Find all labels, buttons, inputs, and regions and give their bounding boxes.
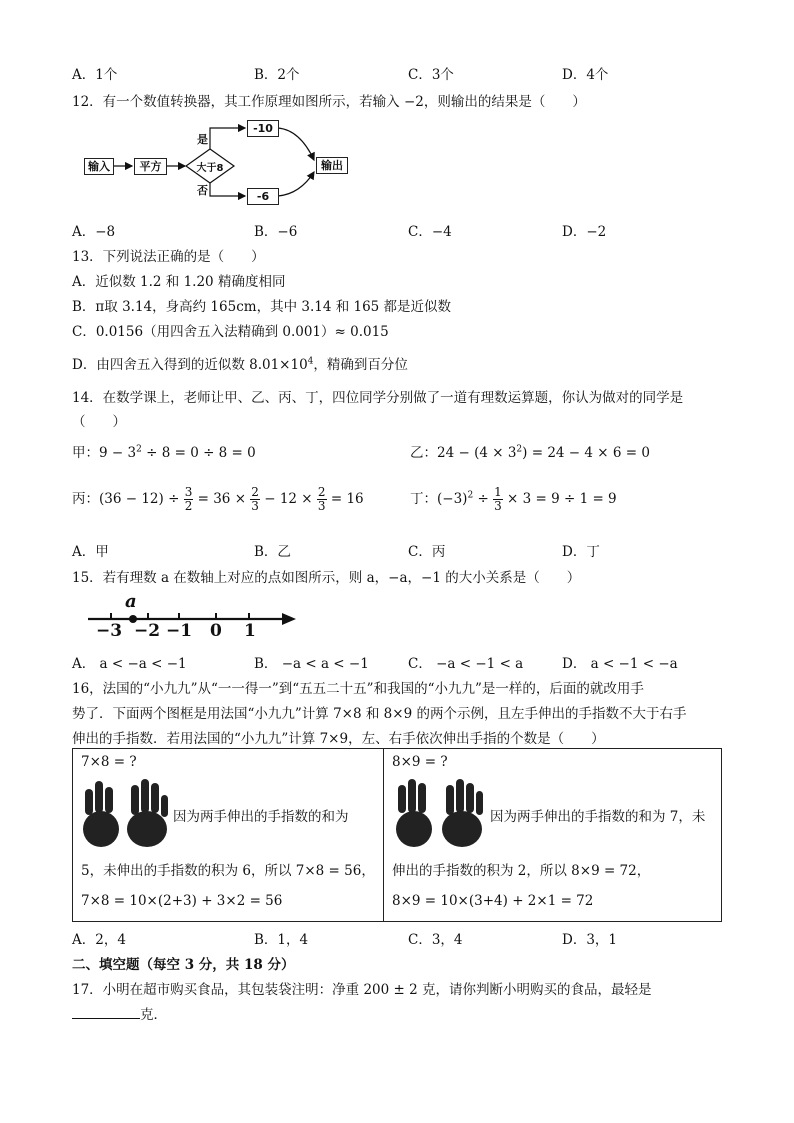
q14-jia-exp: 2: [136, 444, 142, 455]
left-hands-icon: [81, 777, 173, 849]
q16-option-c: C．3，4: [408, 932, 463, 948]
q14-option-d: D．丁: [562, 544, 600, 560]
q14-option-b: B．乙: [254, 544, 291, 560]
q15-option-a: A． a < −a < −1: [72, 656, 187, 672]
left-formula: 7×8 = 10×(2+3) + 3×2 = 56: [81, 893, 283, 909]
q14-yi-exp: 2: [516, 444, 523, 455]
q14-bing-pre: 丙：(36 − 12) ÷: [72, 491, 184, 507]
q15-option-c: C． −a < −1 < a: [408, 656, 524, 672]
q16-line1: 16，法国的“小九九”从“一一得一”到“五五二十五”和我国的“小九九”是一样的，后面的就改用手: [72, 681, 644, 697]
q12-option-a: A．−8: [72, 224, 116, 240]
q14-jia: [72, 441, 256, 461]
q14-bing-post: = 16: [326, 491, 364, 507]
q14-bing-mid1: = 36 ×: [193, 491, 251, 507]
q14-bing: [72, 486, 364, 513]
q14-yi: [410, 441, 650, 461]
q14-option-a: A．甲: [72, 544, 109, 560]
q15-options: [72, 652, 732, 672]
flow-no-label: 否: [197, 184, 208, 197]
q16-option-d: D．3，1: [562, 932, 618, 948]
left-text2: 5，未伸出的手指数的积为 6，所以 7×8 = 56，: [81, 863, 375, 879]
q16-line3: 伸出的手指数．若用法国的“小九九”计算 7×9，左、右手依次伸出手指的个数是（ ）: [72, 731, 605, 747]
q14-bing-frac2: $\frac{2}{3}$: [251, 485, 259, 513]
q17-line2: [72, 1003, 167, 1023]
q16-line2: 势了．下面两个图框是用法国“小九九”计算 7×8 和 8×9 的两个示例，且左手伸出的手指数不大于右手: [72, 706, 687, 722]
q14-ding: [410, 486, 617, 513]
q14-jia-pre: 甲：9 − 3: [72, 445, 137, 461]
flow-no-box: -6: [247, 188, 279, 205]
q14-bing-frac3: $\frac{2}{3}$: [317, 485, 326, 513]
q13-option-a: A．近似数 1.2 和 1.20 精确度相同: [72, 274, 286, 290]
right-text2: 伸出的手指数的积为 2，所以 8×9 = 72，: [392, 863, 651, 879]
q13-stem: 13．下列说法正确的是（ ）: [72, 249, 265, 265]
q13-option-b: B．π取 3.14，身高约 165cm，其中 3.14 和 165 都是近似数: [72, 299, 452, 315]
right-formula: 8×9 = 10×(3+4) + 2×1 = 72: [392, 893, 594, 909]
q15-number-line: [86, 593, 301, 643]
left-text1: 因为两手伸出的手指数的和为: [173, 809, 349, 825]
q17-unit: 克．: [140, 1007, 167, 1023]
left-title: 7×8 = ?: [81, 754, 137, 770]
flow-decision-label: 大于8: [196, 163, 224, 174]
q14-bing-frac1: $\frac{3}{2}$: [184, 485, 193, 513]
right-hands-icon: [394, 777, 490, 849]
q11-option-b: B．2个: [254, 67, 300, 83]
q14-ding-mid: ÷: [473, 491, 494, 507]
number-line-tick-1: 1: [244, 621, 256, 641]
q13-d-suffix: ，精确到百分位: [313, 357, 408, 373]
number-line-point-a: a: [125, 591, 137, 612]
q11-option-a: A．1个: [72, 67, 118, 83]
number-line-tick-neg1: −1: [166, 621, 193, 641]
q14-option-c: C．丙: [408, 544, 446, 560]
q17-line1: 17．小明在超市购买食品，其包装袋注明：净重 200 ± 2 克，请你判断小明购买的食品，最轻是: [72, 982, 652, 998]
right-text1: 因为两手伸出的手指数的和为 7，未: [490, 809, 706, 825]
q11-option-d: D．4个: [562, 67, 609, 83]
flow-input-box: 输入: [84, 158, 114, 175]
q14-ding-post: × 3 = 9 ÷ 1 = 9: [502, 491, 617, 507]
section-title: 二、填空题（每空 3 分，共 18 分）: [72, 957, 295, 973]
q14-ding-exp: 2: [467, 490, 474, 501]
q14-yi-post: ) = 24 − 4 × 6 = 0: [522, 445, 650, 461]
flow-output-box: 输出: [316, 157, 348, 174]
flow-square-box: 平方: [134, 158, 167, 175]
number-line-tick-neg3: −3: [96, 621, 123, 641]
q14-stem-line2: （ ）: [72, 414, 126, 430]
q14-yi-pre: 乙：24 − (4 × 3: [410, 445, 517, 461]
q12-options: [72, 220, 732, 240]
q16-option-b: B．1，4: [254, 932, 309, 948]
q15-option-b: B． −a < a < −1: [254, 656, 369, 672]
q11-options: [72, 63, 732, 83]
q15-stem: 15．若有理数 a 在数轴上对应的点如图所示，则 a，−a，−1 的大小关系是（ ）: [72, 570, 581, 586]
q16-option-a: A．2，4: [72, 932, 126, 948]
q13-d-text: D．由四舍五入得到的近似数 8.01×10: [72, 357, 308, 373]
q11-option-c: C．3个: [408, 67, 454, 83]
example-right-cell: [384, 749, 721, 921]
number-line-tick-0: 0: [210, 621, 222, 641]
right-title: 8×9 = ?: [392, 754, 448, 770]
q12-flowchart: [82, 116, 352, 208]
q13-option-c: C．0.0156（用四舍五入法精确到 0.001）≈ 0.015: [72, 324, 389, 340]
q14-stem-line1: 14．在数学课上，老师让甲、乙、丙、丁，四位同学分别做了一道有理数运算题，你认为做对的同学是: [72, 390, 684, 406]
q14-options: [72, 540, 732, 560]
q13-option-d: [72, 353, 408, 373]
q14-bing-mid2: − 12 ×: [259, 491, 317, 507]
flow-yes-label: 是: [197, 133, 208, 146]
q14-ding-frac: $\frac{1}{3}$: [494, 485, 502, 513]
q12-option-b: B．−6: [254, 224, 298, 240]
q12-stem: 12．有一个数值转换器，其工作原理如图所示，若输入 −2，则输出的结果是（ ）: [72, 94, 586, 110]
q12-option-d: D．−2: [562, 224, 607, 240]
number-line-tick-neg2: −2: [134, 621, 161, 641]
example-left-cell: [73, 749, 383, 921]
q14-jia-post: ÷ 8 = 0 ÷ 8 = 0: [141, 445, 256, 461]
q16-example-table: [72, 748, 722, 922]
q16-options: [72, 928, 732, 948]
q17-answer-blank[interactable]: [72, 1006, 140, 1019]
q15-option-d: D． a < −1 < −a: [562, 656, 678, 672]
q12-option-c: C．−4: [408, 224, 452, 240]
q13-d-exponent: 4: [307, 356, 314, 367]
flow-yes-box: -10: [247, 120, 279, 137]
q14-ding-pre: 丁：(−3): [410, 491, 468, 507]
